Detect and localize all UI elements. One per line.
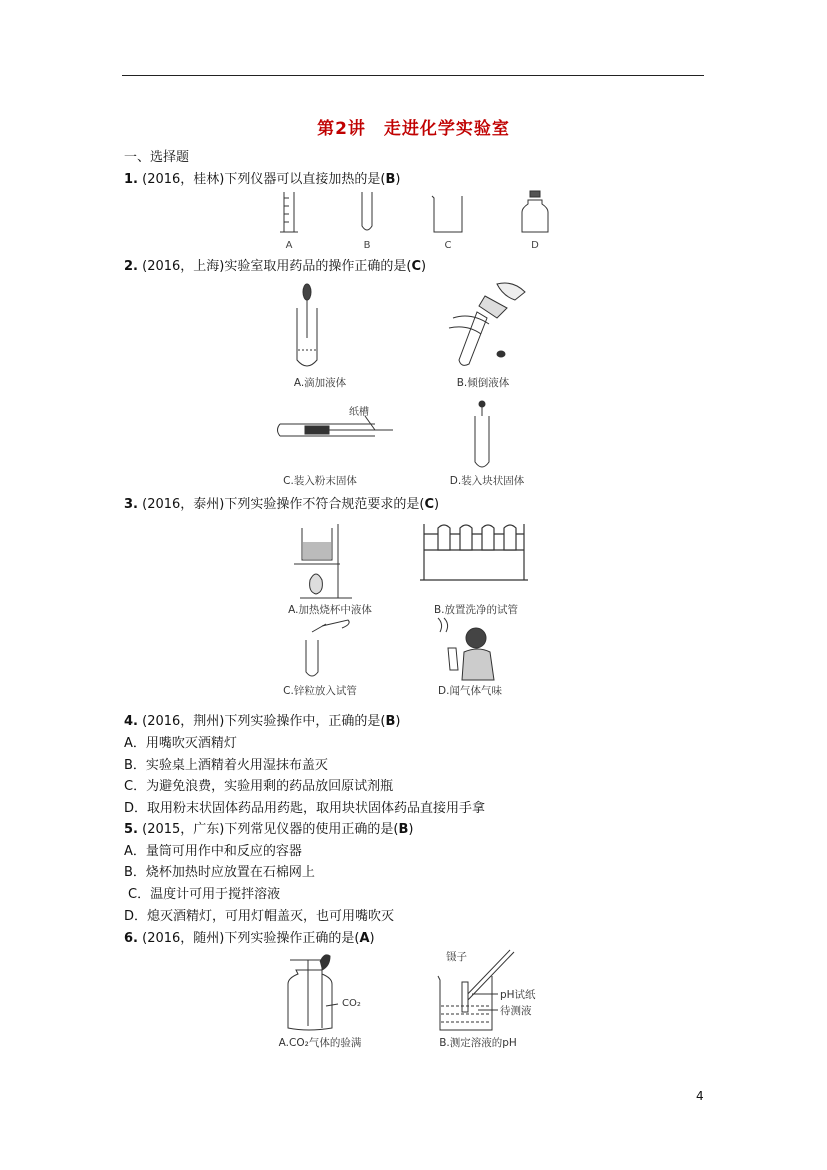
q5-option-b: B．烧杯加热时应放置在石棉网上 <box>124 865 315 880</box>
q3-caption-d: D.闻气体气味 <box>438 685 502 697</box>
q1-figure <box>270 188 560 258</box>
paper-trough-tube-icon <box>278 416 394 436</box>
q2-figure <box>275 278 555 493</box>
q2-caption-b: B.倾倒液体 <box>456 377 510 389</box>
q6-label-ph-paper: pH试纸 <box>500 989 536 1001</box>
q5-option-c: C．温度计可用于搅拌溶液 <box>128 887 281 902</box>
test-tube-rack-icon <box>420 524 528 580</box>
question-6: 6. (2016，随州)下列实验操作正确的是(A) <box>124 931 375 946</box>
test-tube-icon <box>362 192 372 230</box>
gas-bottle-icon <box>288 955 338 1030</box>
q6-label-tweezers: 镊子 <box>446 951 467 963</box>
q4-option-c: C．为避免浪费，实验用剩的药品放回原试剂瓶 <box>124 779 394 794</box>
section-heading: 一、选择题 <box>124 150 190 165</box>
question-2: 2. (2016，上海)实验室取用药品的操作正确的是(C) <box>124 259 427 274</box>
q3-figure <box>280 520 550 700</box>
q6-caption-a: A.CO₂气体的验满 <box>278 1037 362 1049</box>
q5-option-d: D．熄灭酒精灯，可用灯帽盖灭，也可用嘴吹灭 <box>124 909 395 924</box>
heating-beaker-icon <box>294 524 352 598</box>
q5-option-a: A．量筒可用作中和反应的容器 <box>124 844 302 859</box>
q4-option-a: A．用嘴吹灭酒精灯 <box>124 736 237 751</box>
q6-label-solution: 待测液 <box>500 1005 532 1017</box>
q6-caption-b: B.测定溶液的pH <box>439 1037 517 1049</box>
q3-caption-a: A.加热烧杯中液体 <box>288 604 372 616</box>
reagent-bottle-icon <box>522 191 548 232</box>
q3-caption-b: B.放置洗净的试管 <box>433 604 519 616</box>
q6-label-co2: CO₂ <box>342 998 361 1009</box>
q1-label-c: C <box>444 240 452 251</box>
page-number: 4 <box>696 1089 704 1103</box>
q1-label-b: B <box>363 240 371 251</box>
q1-label-d: D <box>531 240 539 251</box>
question-5: 5. (2015，广东)下列常见仪器的使用正确的是(B) <box>124 822 414 837</box>
header-rule <box>122 75 704 76</box>
q6-figure <box>278 948 558 1058</box>
beaker-icon <box>432 196 462 232</box>
q3-caption-c: C.锌粒放入试管 <box>283 685 357 697</box>
q2-label-paper: 纸槽 <box>349 407 369 418</box>
graduated-cylinder-icon <box>280 192 298 232</box>
q2-caption-a: A.滴加液体 <box>293 377 347 389</box>
q4-option-d: D．取用粉末状固体药品用药匙，取用块状固体药品直接用手拿 <box>124 801 486 816</box>
question-3: 3. (2016，泰州)下列实验操作不符合规范要求的是(C) <box>124 497 440 512</box>
question-1: 1. (2016，桂林)下列仪器可以直接加热的是(B) <box>124 172 401 187</box>
block-solid-tube-icon <box>475 401 489 467</box>
dropper-tube-icon <box>297 284 317 366</box>
q2-caption-c: C.装入粉末固体 <box>283 475 357 487</box>
pouring-liquid-icon <box>449 283 525 365</box>
q1-label-a: A <box>285 240 293 251</box>
q2-caption-d: D.装入块状固体 <box>449 475 525 487</box>
question-4: 4. (2016，荆州)下列实验操作中，正确的是(B) <box>124 714 401 729</box>
zinc-tube-icon <box>306 620 349 676</box>
page-title: 第2讲 走进化学实验室 <box>317 119 510 139</box>
q4-option-b: B．实验桌上酒精着火用湿抹布盖灭 <box>124 758 328 773</box>
smelling-gas-icon <box>438 618 494 680</box>
